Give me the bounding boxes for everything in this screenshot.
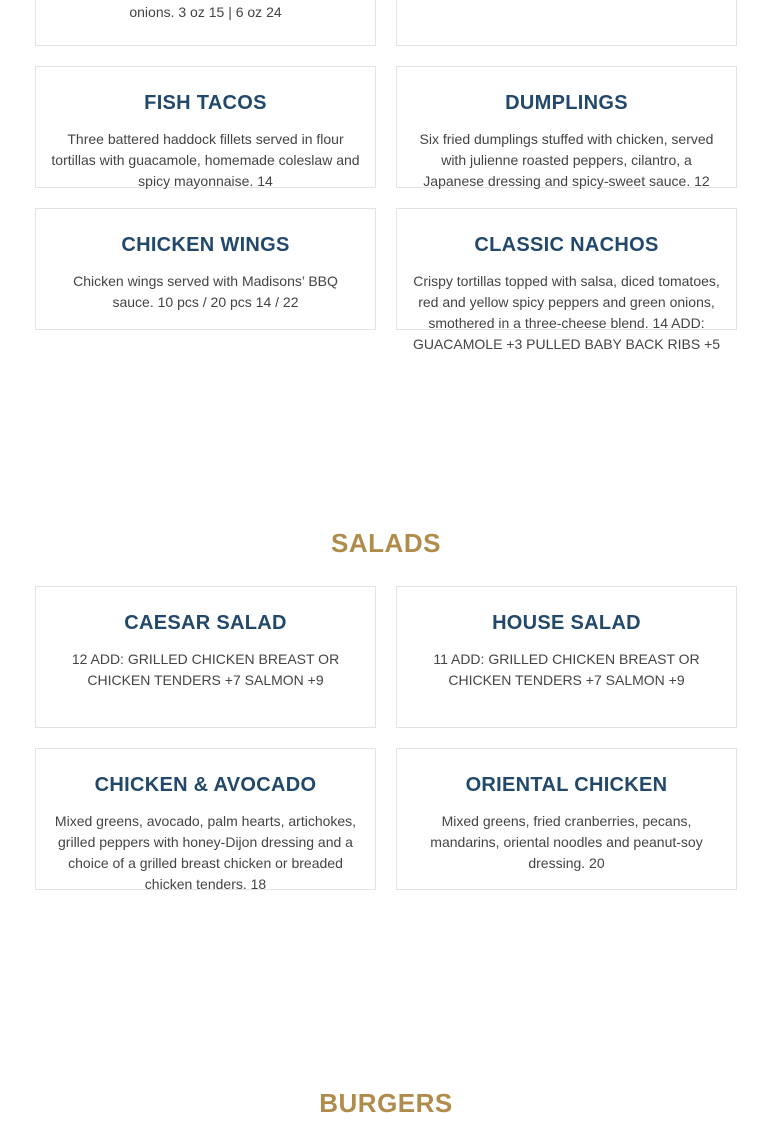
menu-card-top-right [396, 0, 737, 46]
menu-item-title: CHICKEN & AVOCADO [94, 774, 317, 796]
menu-item-title: ORIENTAL CHICKEN [465, 774, 668, 796]
menu-item-description: Mixed greens, fried cranberries, pecans, mandarins, oriental noodles and peanut-soy dressing. 20 [430, 813, 703, 871]
section-heading-salads: SALADS [331, 528, 441, 558]
menu-item-description: Three battered haddock fillets served in flour tortillas with guacamole, homemade coleslaw and spicy mayonnaise. 14 [51, 131, 360, 189]
menu-item-description: 12 ADD: GRILLED CHICKEN BREAST OR CHICKEN TENDERS +7 SALMON +9 [71, 651, 340, 688]
menu-card-classic-nachos [396, 208, 737, 352]
menu-card-chicken-avocado [35, 748, 376, 890]
menu-item-description: Crispy tortillas topped with salsa, diced tomatoes, red and yellow spicy peppers and green onions, smothered in a three-cheese blend. 14 ADD: GUACAMOLE +3 PULLED BABY BACK RIBS +5 [412, 273, 721, 352]
menu-item-description: 11 ADD: GRILLED CHICKEN BREAST OR CHICKEN TENDERS +7 SALMON +9 [433, 651, 700, 688]
menu-card-fish-tacos [35, 66, 376, 188]
menu-card-dumplings [396, 66, 737, 188]
section-heading-burgers: BURGERS [319, 1088, 453, 1118]
menu-item-title: CAESAR SALAD [124, 612, 287, 634]
menu-item-title: DUMPLINGS [505, 92, 628, 114]
menu-item-title: CHICKEN WINGS [121, 234, 290, 256]
menu-card-oriental-chicken [396, 748, 737, 890]
menu-card-chicken-wings [35, 208, 376, 330]
menu-item-title: CLASSIC NACHOS [474, 234, 659, 256]
menu-item-description: onions. 3 oz 15 | 6 oz 24 [129, 4, 282, 20]
menu-card-house-salad [396, 586, 737, 728]
menu-item-description: Six fried dumplings stuffed with chicken, served with julienne roasted peppers, cilantro, a Japanese dressing and spicy-sweet sauce. 12 [419, 131, 714, 189]
menu-card-top-left [35, 0, 376, 46]
menu-item-description: Mixed greens, avocado, palm hearts, artichokes, grilled peppers with honey-Dijon dressing and a choice of a grilled breast chicken or breaded chicken tenders. 18 [54, 813, 357, 892]
menu-item-title: FISH TACOS [144, 92, 267, 114]
menu-item-title: HOUSE SALAD [492, 612, 641, 634]
menu-item-description: Chicken wings served with Madisons’ BBQ sauce. 10 pcs / 20 pcs 14 / 22 [73, 273, 338, 310]
menu-card-caesar-salad [35, 586, 376, 728]
